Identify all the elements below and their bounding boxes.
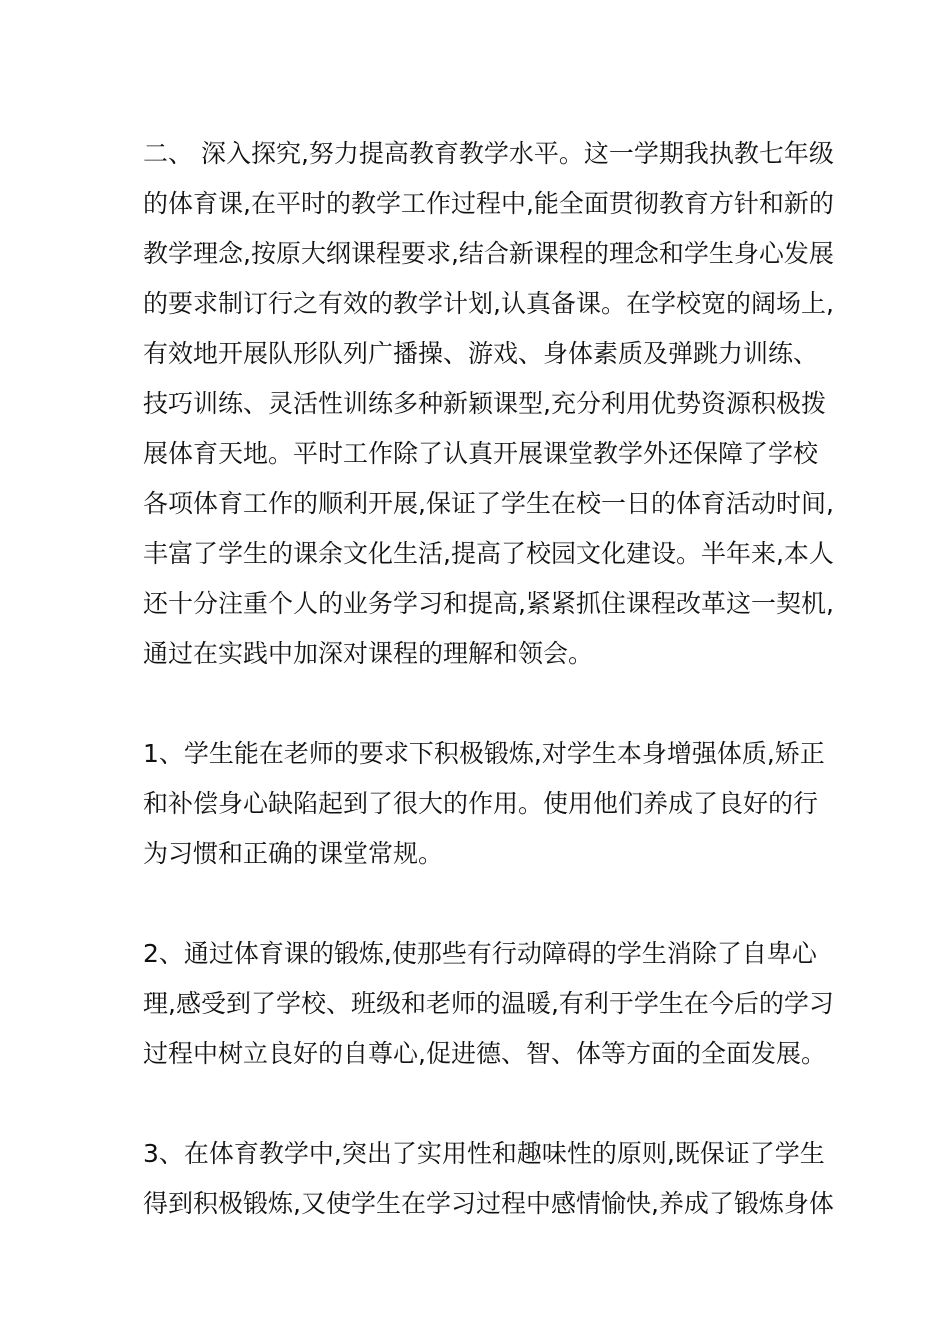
text-line: 丰富了学生的课余文化生活,提高了校园文化建设。半年来,本人	[143, 539, 834, 568]
text-line: 理,感受到了学校、班级和老师的温暖,有利于学生在今后的学习	[143, 989, 834, 1018]
text-line: 3、在体育教学中,突出了实用性和趣味性的原则,既保证了学生	[143, 1139, 825, 1168]
paragraph-spacer	[143, 679, 813, 729]
text-line: 过程中树立良好的自尊心,促进德、智、体等方面的全面发展。	[143, 1039, 826, 1068]
paragraph-section-two	[143, 129, 834, 679]
paragraph-spacer	[143, 879, 813, 929]
text-line: 二、 深入探究,努力提高教育教学水平。这一学期我执教七年级	[143, 139, 834, 168]
text-line: 还十分注重个人的业务学习和提高,紧紧抓住课程改革这一契机,	[143, 589, 834, 618]
text-line: 通过在实践中加深对课程的理解和领会。	[143, 639, 594, 668]
text-line: 为习惯和正确的课堂常规。	[143, 839, 444, 868]
text-line: 和补偿身心缺陷起到了很大的作用。使用他们养成了良好的行	[143, 789, 819, 818]
text-line: 的要求制订行之有效的教学计划,认真备课。在学校宽的阔场上,	[143, 289, 834, 318]
text-line: 技巧训练、灵活性训练多种新颖课型,充分利用优势资源积极拨	[143, 389, 826, 418]
text-line: 有效地开展队形队列广播操、游戏、身体素质及弹跳力训练、	[143, 339, 819, 368]
text-line: 展体育天地。平时工作除了认真开展课堂教学外还保障了学校	[143, 439, 819, 468]
paragraph-item-1	[143, 729, 825, 879]
paragraph-item-2	[143, 929, 834, 1079]
text-line: 2、通过体育课的锻炼,使那些有行动障碍的学生消除了自卑心	[143, 939, 817, 968]
text-line: 得到积极锻炼,又使学生在学习过程中感情愉快,养成了锻炼身体	[143, 1189, 834, 1218]
paragraph-spacer	[143, 1079, 813, 1129]
text-line: 各项体育工作的顺利开展,保证了学生在校一日的体育活动时间,	[143, 489, 834, 518]
paragraph-item-3	[143, 1129, 834, 1229]
text-line: 教学理念,按原大纲课程要求,结合新课程的理念和学生身心发展	[143, 239, 834, 268]
document-body	[143, 129, 834, 1229]
text-line: 的体育课,在平时的教学工作过程中,能全面贯彻教育方针和新的	[143, 189, 834, 218]
text-line: 1、学生能在老师的要求下积极锻炼,对学生本身增强体质,矫正	[143, 739, 825, 768]
